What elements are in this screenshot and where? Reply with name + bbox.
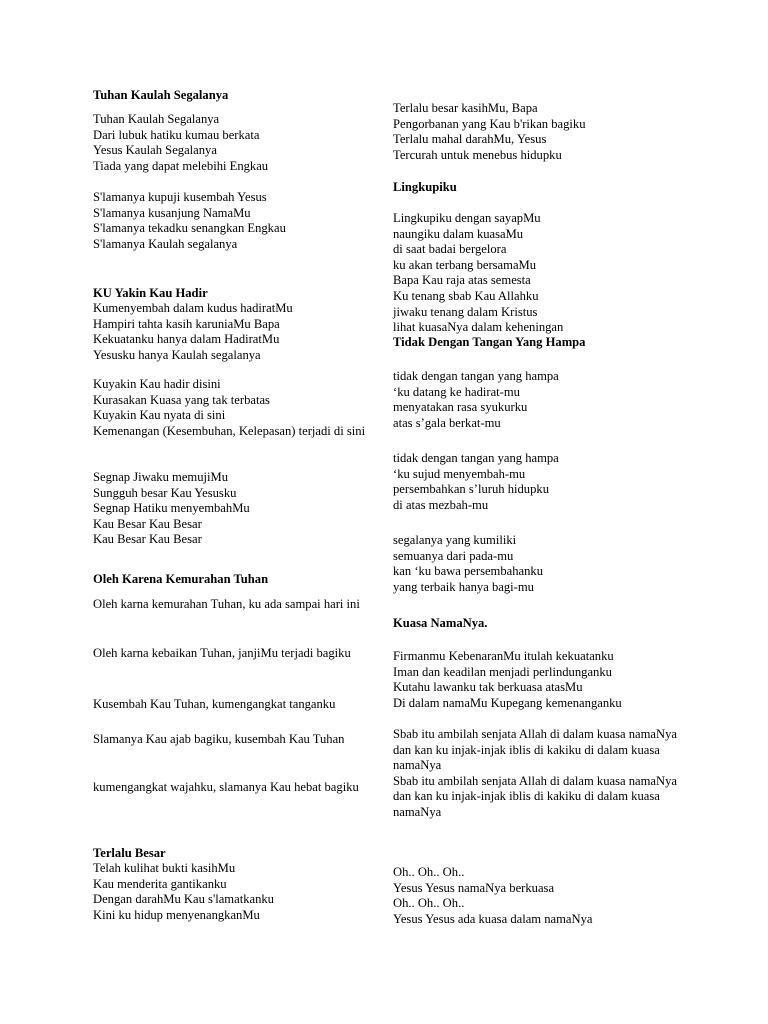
lyric-line: atas s’gala berkat-mu [393,415,501,430]
lyric-line: jiwaku tenang dalam Kristus [393,304,538,319]
paragraph [93,697,385,713]
lyric-line: yang terbaik hanya bagi-mu [393,579,534,594]
song-title-text: Kuasa NamaNya. [393,616,488,630]
lyric-line: Yesus Yesus namaNya berkuasa [393,880,555,895]
lyric-line: Yesus Kaulah Segalanya [93,143,217,158]
verse [393,649,685,711]
lyric-line: Firmanmu KebenaranMu itulah kekuatanku [393,649,614,663]
lyric-line: Yesusku hanya Kaulah segalanya [93,347,261,362]
paragraph [93,732,385,748]
verse [393,865,685,927]
lyric-line: Tiada yang dapat melebihi Engkau [93,158,269,173]
lyric-line: Dengan darahMu Kau s'lamatkanku [93,892,274,907]
lyric-line: Terlalu mahal darahMu, Yesus [393,132,547,147]
verse [93,377,385,439]
paragraph [93,597,385,613]
lyric-line: Terlalu besar kasihMu, Bapa [393,101,538,115]
lyric-line: ‘ku datang ke hadirat-mu [393,384,520,399]
lyric-line: Kau Besar Kau Besar [93,532,202,547]
song-title-text: Terlalu Besar [93,846,166,860]
song-title [93,88,385,104]
lyric-line: lihat kuasaNya dalam keheningan [393,320,564,335]
song-title-text: Tidak Dengan Tangan Yang Hampa [393,335,586,349]
lyric-line: S'lamanya kupuji kusembah Yesus [93,190,267,204]
lyric-line: semuanya dari pada-mu [393,548,514,563]
song-title-text: Tuhan Kaulah Segalanya [93,88,229,102]
lyric-line: kumengangkat wajahku, slamanya Kau hebat bagiku [93,780,359,794]
lyric-line: S'lamanya kusanjung NamaMu [93,205,251,220]
verse [393,211,685,336]
verse [93,861,385,923]
lyric-line: menyatakan rasa syukurku [393,400,528,415]
lyric-line: Dari lubuk hatiku kumau berkata [93,127,260,142]
lyric-line: Oleh karna kebaikan Tuhan, janjiMu terjadi bagiku [93,646,351,660]
paragraph [93,646,385,662]
lyric-line: Kini ku hidup menyenangkanMu [93,907,260,922]
lyric-line: Kutahu lawanku tak berkuasa atasMu [393,680,583,695]
lyric-line: Hampiri tahta kasih karuniaMu Bapa [93,316,280,331]
lyric-line: ku akan terbang bersamaMu [393,257,537,272]
song-title [393,616,685,632]
lyric-line: tidak dengan tangan yang hampa [393,369,559,383]
song-title [93,846,385,862]
lyric-line: segalanya yang kumiliki [393,533,517,547]
lyric-line: Telah kulihat bukti kasihMu [93,861,236,875]
lyric-line: di saat badai bergelora [393,242,507,257]
lyric-line: Sungguh besar Kau Yesusku [93,485,237,500]
lyric-line: Kau Besar Kau Besar [93,516,202,531]
song-title-text: Lingkupiku [393,180,457,194]
verse [93,112,385,174]
verse [93,470,385,548]
lyric-line: dan kan ku injak-injak iblis di kakiku di dalam kuasa namaNya [393,789,660,819]
lyric-line: Tercurah untuk menebus hidupku [393,147,562,162]
song-title-text: KU Yakin Kau Hadir [93,286,208,300]
lyric-line: Iman dan keadilan menjadi perlindunganku [393,664,612,679]
lyric-line: Oleh karna kemurahan Tuhan, ku ada sampai hari ini [93,597,360,611]
song-title [393,335,685,351]
lyric-line: Oh.. Oh.. Oh.. [393,896,465,911]
lyric-line: Pengorbanan yang Kau b'rikan bagiku [393,116,586,131]
lyric-line: tidak dengan tangan yang hampa [393,451,559,465]
lyric-line: kan ‘ku bawa persembahanku [393,564,544,579]
lyric-line: di atas mezbah-mu [393,497,489,512]
lyric-line: Tuhan Kaulah Segalanya [93,112,220,126]
lyric-line: ‘ku sujud menyembah-mu [393,466,526,481]
lyric-line: dan kan ku injak-injak iblis di kakiku di dalam kuasa namaNya [393,742,660,773]
verse [393,451,685,513]
lyric-line: Di dalam namaMu Kupegang kemenanganku [393,695,622,710]
lyric-line: Kuyakin Kau hadir disini [93,377,221,391]
lyric-line: Slamanya Kau ajab bagiku, kusembah Kau Tuhan [93,732,345,746]
song-title-text: Oleh Karena Kemurahan Tuhan [93,572,269,586]
lyric-line: Kusembah Kau Tuhan, kumengangkat tanganku [93,697,336,711]
paragraph [93,780,385,796]
lyric-line: S'lamanya Kaulah segalanya [93,236,238,251]
lyric-line: persembahkan s’luruh hidupku [393,482,549,497]
lyric-line: Yesus Yesus ada kuasa dalam namaNya [393,911,593,926]
lyric-line: Kurasakan Kuasa yang tak terbatas [93,392,270,407]
song-title [393,180,685,196]
song-title [93,572,385,588]
lyric-line: Segnap Hatiku menyembahMu [93,501,250,516]
song-title [93,286,385,302]
lyric-line: Sbab itu ambilah senjata Allah di dalam kuasa namaNya [393,727,677,741]
lyric-line: Ku tenang sbab Kau Allahku [393,288,539,303]
lyric-line: Bapa Kau raja atas semesta [393,273,531,288]
verse [393,533,685,595]
lyric-line: Kekuatanku hanya dalam HadiratMu [93,332,280,347]
verse [393,369,685,431]
verse [93,301,385,363]
lyric-line: Kemenangan (Kesembuhan, Kelepasan) terjadi di sini [93,423,366,438]
lyric-line: Sbab itu ambilah senjata Allah di dalam kuasa namaNya [393,773,677,788]
lyric-line: S'lamanya tekadku senangkan Engkau [93,221,286,236]
verse [393,727,685,821]
verse [393,101,685,163]
lyric-line: Segnap Jiwaku memujiMu [93,470,229,484]
lyric-line: Kumenyembah dalam kudus hadiratMu [93,301,293,315]
lyric-line: Kuyakin Kau nyata di sini [93,408,226,423]
verse [93,190,385,252]
lyric-line: Oh.. Oh.. Oh.. [393,865,465,879]
lyric-line: naungiku dalam kuasaMu [393,226,524,241]
lyric-line: Lingkupiku dengan sayapMu [393,211,541,225]
lyric-line: Kau menderita gantikanku [93,876,227,891]
